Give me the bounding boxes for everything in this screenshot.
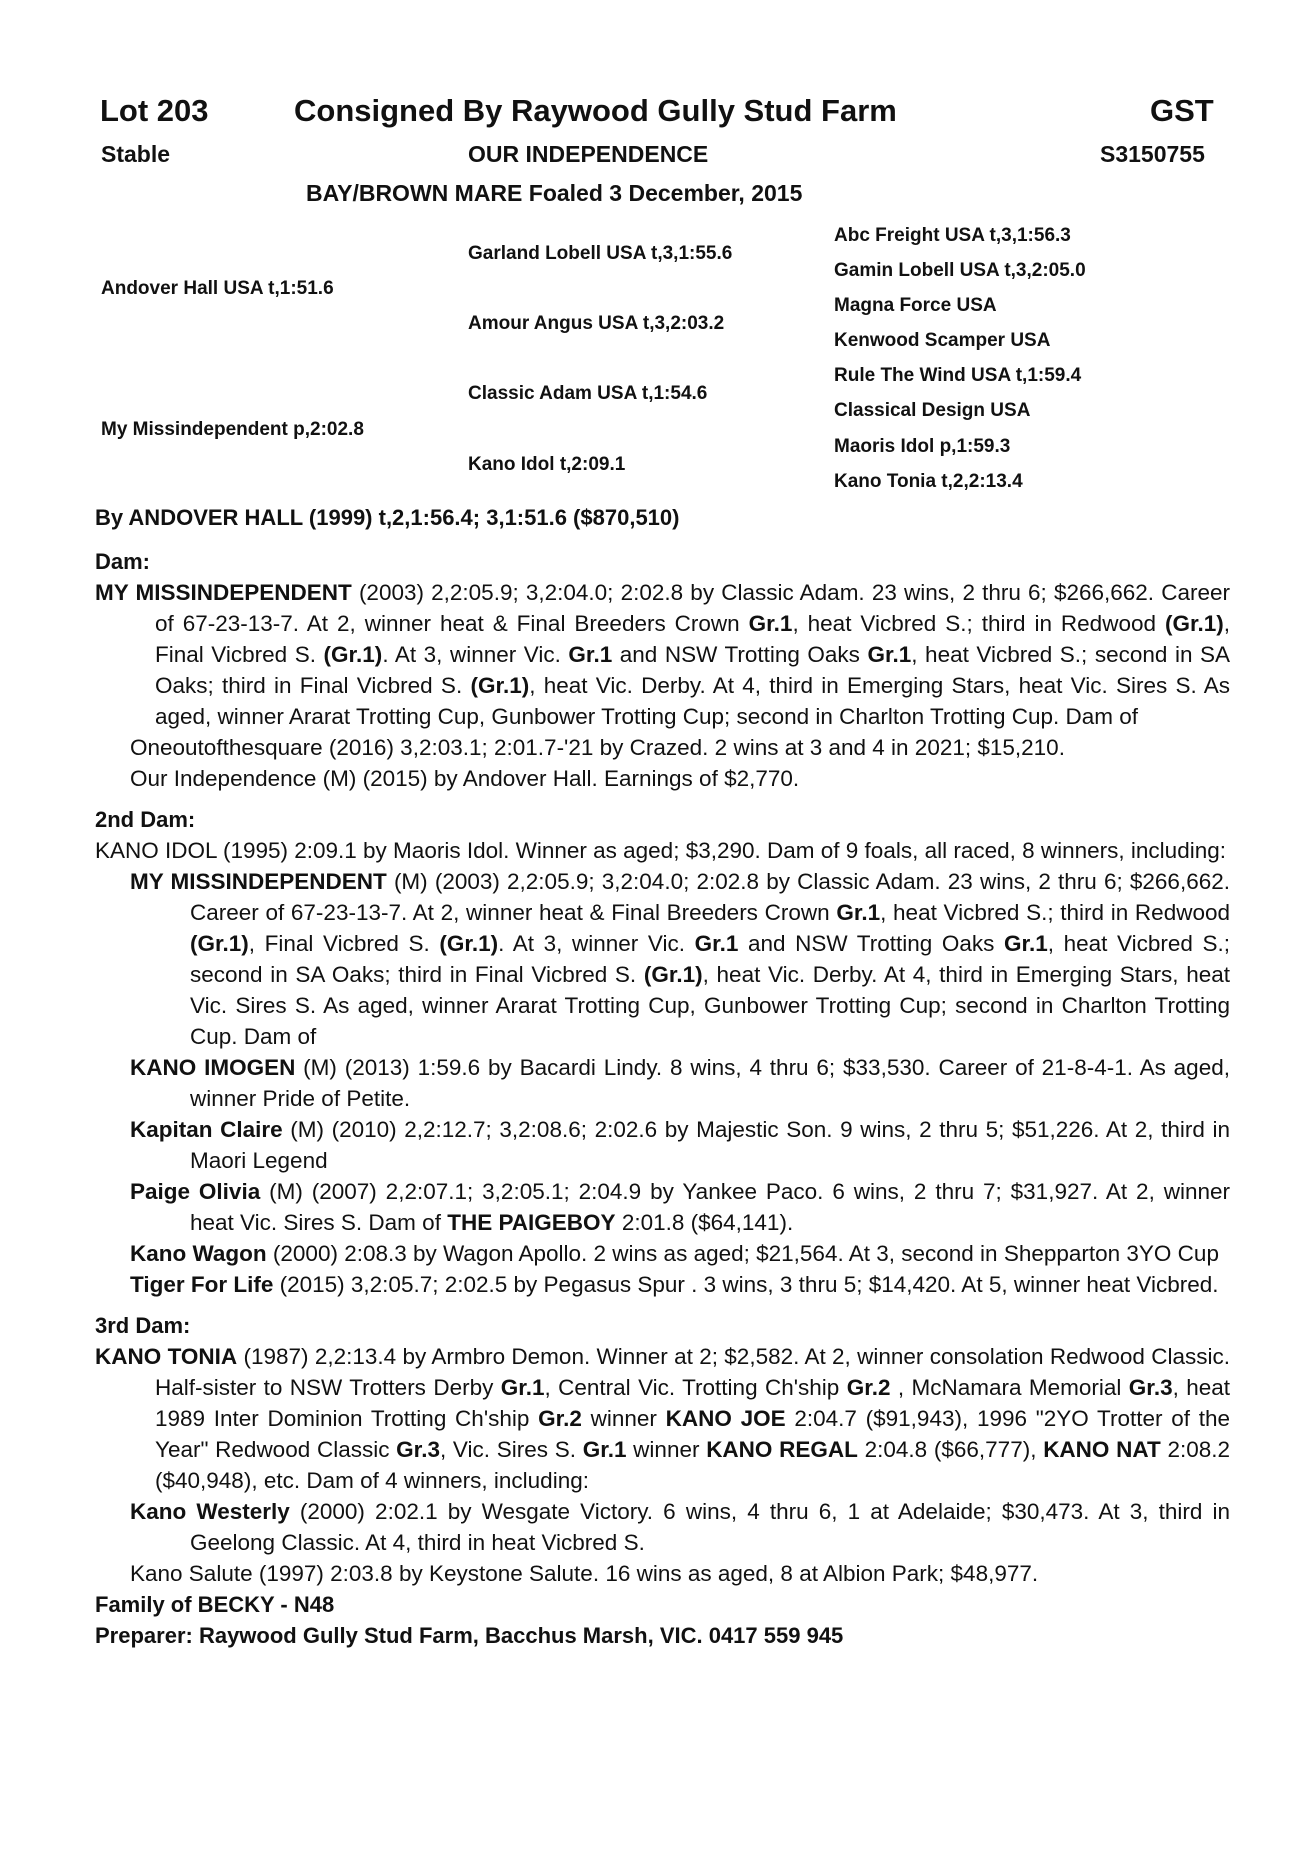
foal-entry: Our Independence (M) (2015) by Andover Hall. Earnings of $2,770. [130, 766, 800, 791]
horse-description: BAY/BROWN MARE Foaled 3 December, 2015 [306, 180, 803, 206]
state-code: GST [1150, 93, 1214, 128]
pedigree-gen3: Magna Force USA [834, 295, 997, 316]
horse-name: OUR INDEPENDENCE [468, 141, 709, 167]
second-dam-heading: 2nd Dam: [95, 807, 196, 832]
pedigree-gen3: Maoris Idol p,1:59.3 [834, 436, 1011, 457]
pedigree-gen2: Classic Adam USA t,1:54.6 [468, 383, 708, 404]
pedigree-gen3: Classical Design USA [834, 400, 1031, 421]
stable-label: Stable [101, 141, 171, 167]
pedigree-gen3: Gamin Lobell USA t,3,2:05.0 [834, 260, 1086, 281]
third-dam-paragraph: KANO TONIA (1987) 2,2:13.4 by Armbro Demon. Winner at 2; $2,582. At 2, winner consolation Redwood Classic. Half-sister to NSW Trotters Derby Gr.1, Central Vic. Trotting Ch'ship Gr.2 , McNamara Memorial Gr.3, heat 1989 Inter Dominion Trotting Ch'ship Gr.2 winner KANO JOE 2:04.7 ($91,943), 1996 "2YO Trotter of the Year" Redwood Classic Gr.3, Vic. Sires S. Gr.1 winner KANO REGAL 2:04.8 ($66,777), KANO NAT 2:08.2 ($40,948), etc. Dam of 4 winners, including: [95, 1344, 1231, 1493]
pedigree-gen3: Abc Freight USA t,3,1:56.3 [834, 225, 1071, 246]
dam-name: MY MISSINDEPENDENT [95, 580, 352, 605]
foal-entry: Oneoutofthesquare (2016) 3,2:03.1; 2:01.7-'21 by Crazed. 2 wins at 3 and 4 in 2021; $15,210. [130, 735, 1065, 760]
progeny-entry: Paige Olivia (M) (2007) 2,2:07.1; 3,2:05.1; 2:04.9 by Yankee Paco. 6 wins, 2 thru 7; $31,927. At 2, winner heat Vic. Sires S. Dam of THE PAIGEBOY 2:01.8 ($64,141). [130, 1179, 1230, 1235]
dam-heading: Dam: [95, 549, 151, 574]
sire-line: By ANDOVER HALL (1999) t,2,1:56.4; 3,1:51.6 ($870,510) [95, 505, 680, 530]
progeny-entry: Kapitan Claire (M) (2010) 2,2:12.7; 3,2:08.6; 2:02.6 by Majestic Son. 9 wins, 2 thru 5; $51,226. At 2, third in Maori Legend [130, 1117, 1231, 1173]
progeny-entry: KANO IMOGEN (M) (2013) 1:59.6 by Bacardi Lindy. 8 wins, 4 thru 6; $33,530. Career of 21-8-4-1. As aged, winner Pride of Petite. [130, 1055, 1230, 1111]
second-dam-paragraph: KANO IDOL (1995) 2:09.1 by Maoris Idol. Winner as aged; $3,290. Dam of 9 foals, all raced, 8 winners, including: [95, 838, 1226, 863]
pedigree-dam: My Missindependent p,2:02.8 [101, 419, 364, 440]
progeny-entry: Kano Wagon (2000) 2:08.3 by Wagon Apollo. 2 wins as aged; $21,564. At 3, second in Shepparton 3YO Cup [130, 1241, 1219, 1266]
pedigree-gen2: Amour Angus USA t,3,2:03.2 [468, 313, 725, 334]
consignor: Consigned By Raywood Gully Stud Farm [294, 93, 897, 128]
family-line: Family of BECKY - N48 [95, 1592, 335, 1617]
preparer-line: Preparer: Raywood Gully Stud Farm, Bacchus Marsh, VIC. 0417 559 945 [95, 1623, 844, 1648]
third-dam-heading: 3rd Dam: [95, 1313, 191, 1338]
pedigree-gen3: Rule The Wind USA t,1:59.4 [834, 365, 1082, 386]
progeny-entry: Tiger For Life (2015) 3,2:05.7; 2:02.5 by Pegasus Spur . 3 wins, 3 thru 5; $14,420. At 5, winner heat Vicbred. [130, 1272, 1219, 1297]
horse-id: S3150755 [1100, 141, 1205, 167]
catalogue-body [95, 546, 1230, 1651]
progeny-entry: Kano Westerly (2000) 2:02.1 by Wesgate Victory. 6 wins, 4 thru 6, 1 at Adelaide; $30,473. At 3, third in Geelong Classic. At 4, third in heat Vicbred S. [130, 1499, 1230, 1555]
pedigree-gen2: Kano Idol t,2:09.1 [468, 454, 626, 475]
dam-paragraph: MY MISSINDEPENDENT (2003) 2,2:05.9; 3,2:04.0; 2:02.8 by Classic Adam. 23 wins, 2 thru 6; $266,662. Career of 67-23-13-7. At 2, winner heat & Final Breeders Crown Gr.1, heat Vicbred S.; third in Redwood (Gr.1), Final Vicbred S. (Gr.1). At 3, winner Vic. Gr.1 and NSW Trotting Oaks Gr.1, heat Vicbred S.; second in SA Oaks; third in Final Vicbred S. (Gr.1), heat Vic. Derby. At 4, third in Emerging Stars, heat Vic. Sires S. As aged, winner Ararat Trotting Cup, Gunbower Trotting Cup; second in Charlton Trotting Cup. Dam of [95, 580, 1231, 729]
progeny-entry: MY MISSINDEPENDENT (M) (2003) 2,2:05.9; 3,2:04.0; 2:02.8 by Classic Adam. 23 wins, 2 thru 6; $266,662. Career of 67-23-13-7. At 2, winner heat & Final Breeders Crown Gr.1, heat Vicbred S.; third in Redwood (Gr.1), Final Vicbred S. (Gr.1). At 3, winner Vic. Gr.1 and NSW Trotting Oaks Gr.1, heat Vicbred S.; second in SA Oaks; third in Final Vicbred S. (Gr.1), heat Vic. Derby. At 4, third in Emerging Stars, heat Vic. Sires S. As aged, winner Ararat Trotting Cup, Gunbower Trotting Cup; second in Charlton Trotting Cup. Dam of [130, 869, 1230, 1049]
pedigree-gen3: Kano Tonia t,2,2:13.4 [834, 471, 1023, 492]
pedigree-gen2: Garland Lobell USA t,3,1:55.6 [468, 243, 733, 264]
pedigree-gen3: Kenwood Scamper USA [834, 330, 1051, 351]
pedigree-sire: Andover Hall USA t,1:51.6 [101, 278, 334, 299]
progeny-entry: Kano Salute (1997) 2:03.8 by Keystone Salute. 16 wins as aged, 8 at Albion Park; $48,977. [130, 1561, 1039, 1586]
lot-number: Lot 203 [100, 93, 209, 128]
